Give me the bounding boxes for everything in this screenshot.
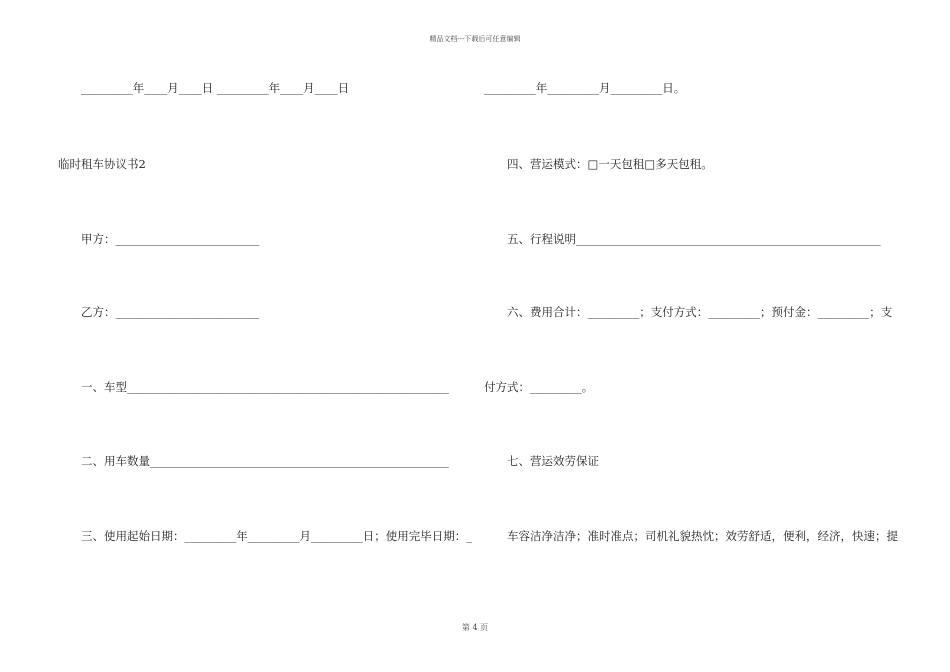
item-vehicle-type: 一、车型________________________________________________________ xyxy=(81,380,449,394)
item-usage-dates: 三、使用起始日期：_________年_________月_________日；使用完毕日期：_ xyxy=(81,529,472,543)
item-operation-mode: 四、营运模式：□一天包租□多天包租。 xyxy=(507,157,713,171)
item-vehicle-count: 二、用车数量____________________________________________________ xyxy=(81,454,449,468)
item-service-guarantee: 七、营运效劳保证 xyxy=(507,454,599,468)
party-b-line: 乙方：_________________________ xyxy=(81,305,260,319)
party-a-line: 甲方：_________________________ xyxy=(81,232,260,246)
service-guarantee-body: 车容洁净洁净；准时准点；司机礼貌热忱；效劳舒适，便利，经济，快速；提 xyxy=(507,529,898,543)
page-number: 第 4 页 xyxy=(461,623,489,632)
item-fees-continued: 付方式：_________。 xyxy=(484,380,594,394)
left-date-line: _________年____月____日 _________年____月____日 xyxy=(81,81,350,95)
item-itinerary: 五、行程说明_____________________________________________________ xyxy=(507,232,881,246)
right-date-line: _________年_________月_________日。 xyxy=(484,81,686,95)
item-fees: 六、费用合计：_________；支付方式：_________；预付金：_________；支 xyxy=(507,305,893,319)
page-header: 精品文档---下载后可任意编辑 xyxy=(429,35,521,43)
agreement-title: 临时租车协议书2 xyxy=(58,157,146,171)
